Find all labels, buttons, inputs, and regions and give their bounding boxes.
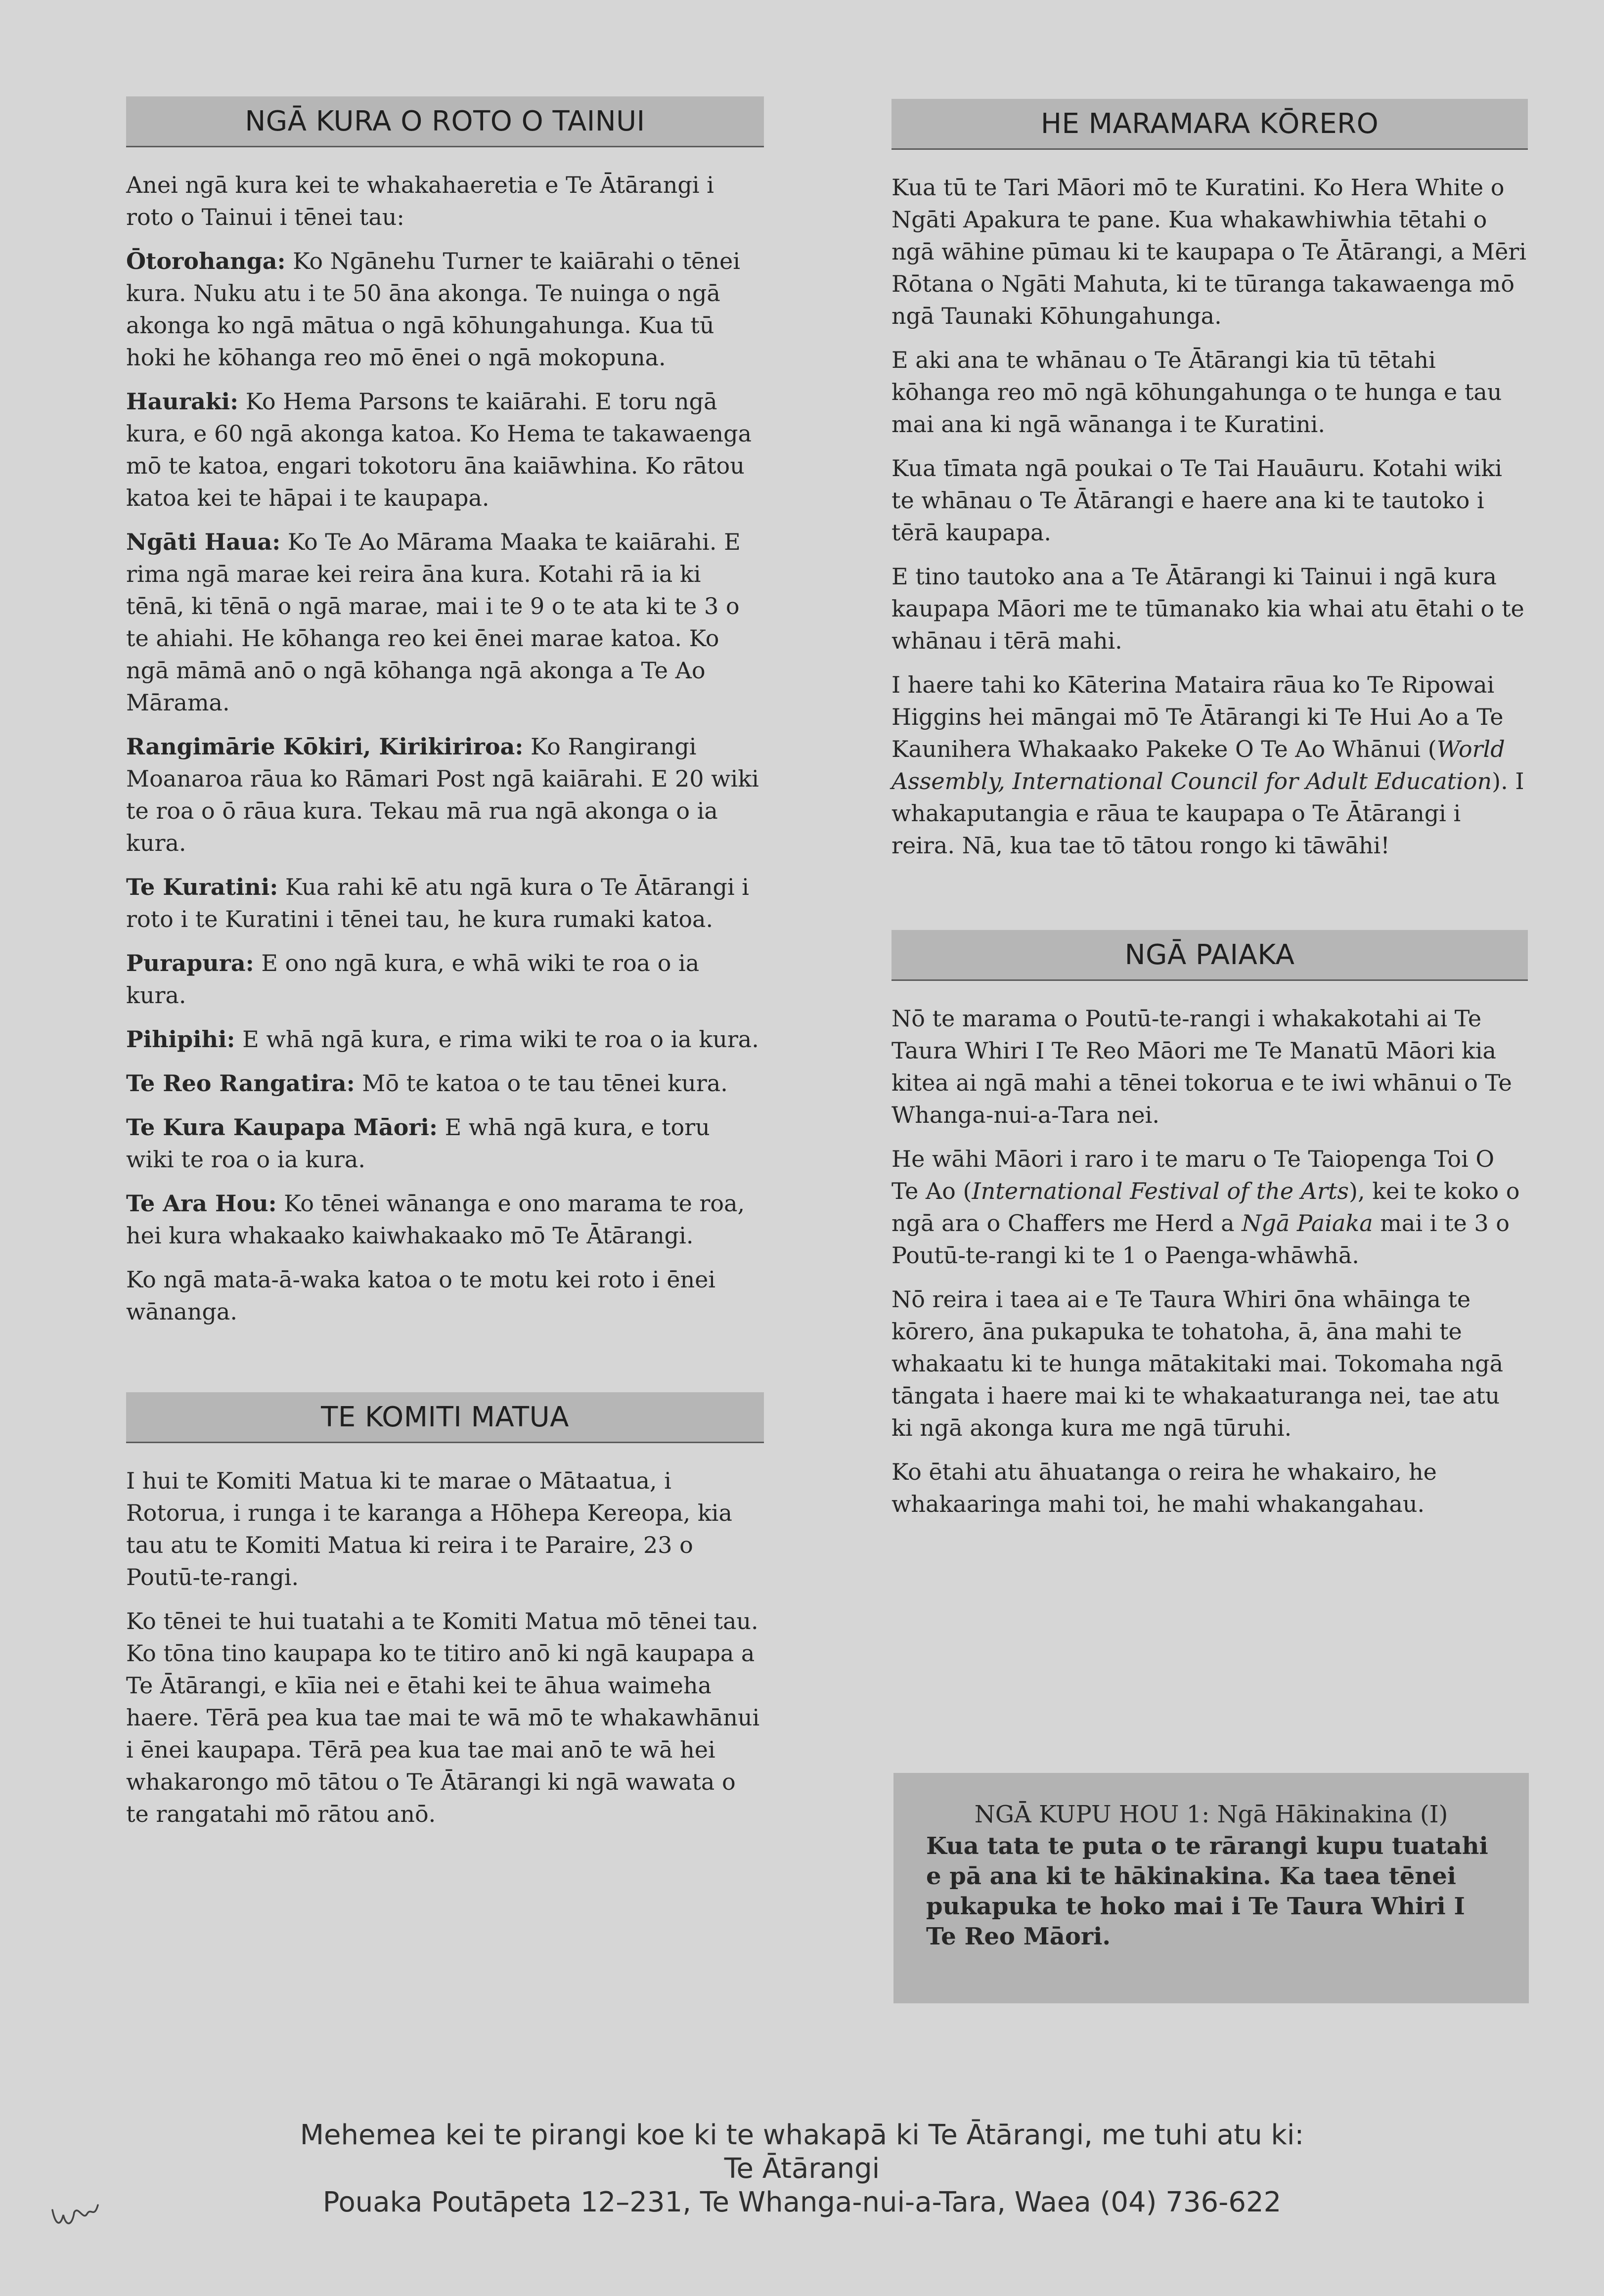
korero-p5-part-a: I haere tahi ko Kāterina Mataira rāua ko Te Ripowai Higgins hei māngai mō Te Ātārangi ki Te Hui Ao a Te Kaunihera Whakaako Pakeke O Te Ao Whānui ( <box>891 671 1504 762</box>
footer-line-2: Te Ātārangi <box>724 2153 880 2185</box>
school-description: Kua rahi kē atu ngā kura o Te Ātārangi i roto i te Kuratini i tēnei tau, he kura rumaki katoa. <box>126 874 749 932</box>
paiaka-paragraph-1: Nō te marama o Poutū-te-rangi i whakakotahi ai Te Taura Whiri I Te Reo Māori me Te Manatū Māori kia kitea ai ngā mahi a tēnei tokorua e te iwi whānui o Te Whanga-nui-a-Tara nei. <box>891 1005 1512 1128</box>
paiaka-paragraph-3: Nō reira i taea ai e Te Taura Whiri ōna whāinga te kōrero, āna pukapuka te tohatoha, ā, āna mahi te whakaatu ki te hunga mātakitaki mai. Tokomaha ngā tāngata i haere mai ki te whakaaturanga nei, tae atu ki ngā akonga kura me ngā tūruhi. <box>891 1286 1504 1441</box>
school-description: Ko Hema Parsons te kaiārahi. E toru ngā kura, e 60 ngā akonga katoa. Ko Hema te takawaenga mō te katoa, engari tokotoru āna kaiāwhina. Ko rātou katoa kei te hāpai i te kaupapa. <box>126 388 752 511</box>
school-name: Te Reo Rangatira: <box>126 1070 355 1097</box>
school-entry <box>126 1111 764 1176</box>
school-entry <box>126 1023 764 1056</box>
school-description: Ko Te Ao Mārama Maaka te kaiārahi. E rima ngā marae kei reira āna kura. Kotahi rā ia ki tēnā, ki tēnā o ngā marae, mai i te 9 o te ata ki te 3 o te ahiahi. He kōhanga reo kei ēnei marae katoa. Ko ngā māmā anō o ngā kōhanga ngā akonga a Te Ao Mārama. <box>126 529 741 716</box>
kupu-hou-body: Kua tata te puta o te rārangi kupu tuatahi e pā ana ki te hākinakina. Ka taea tēnei pukapuka te hoko mai i Te Taura Whiri I Te Reo Māori. <box>926 1832 1488 1950</box>
school-entry <box>126 386 764 514</box>
korero-paragraph-1: Kua tū te Tari Māori mō te Kuratini. Ko Hera White o Ngāti Apakura te pane. Kua whakawhiwhia tētahi o ngā wāhine pūmau ki te kaupapa o Te Ātārangi, a Mēri Rōtana o Ngāti Mahuta, ki te tūranga takawaenga mō ngā Taunaki Kōhungahunga. <box>891 174 1527 329</box>
komiti-paragraph-1: I hui te Komiti Matua ki te marae o Mātaatua, i Rotorua, i runga i te karanga a Hōhepa Kereopa, kia tau atu te Komiti Matua ki reira i te Paraire, 23 o Poutū-te-rangi. <box>126 1467 732 1590</box>
school-name: Rangimārie Kōkiri, Kirikiriroa: <box>126 733 524 760</box>
handwritten-mark-icon <box>48 2190 108 2235</box>
school-list <box>126 245 764 1252</box>
school-entry <box>126 245 764 374</box>
korero-paragraph-4: E tino tautoko ana a Te Ātārangi ki Tainui i ngā kura kaupapa Māori me te tūmanako kia whai atu ētahi o te whānau i tērā mahi. <box>891 563 1524 654</box>
school-description: E whā ngā kura, e rima wiki te roa o ia kura. <box>235 1026 759 1053</box>
paiaka-p2-italic-1: International Festival of the Arts <box>972 1178 1349 1204</box>
section-heading-paiaka: NGĀ PAIAKA <box>891 930 1528 981</box>
footer-line-1: Mehemea kei te pirangi koe ki te whakapā ki Te Ātārangi, me tuhi atu ki: <box>300 2119 1304 2151</box>
korero-paragraph-3: Kua tīmata ngā poukai o Te Tai Hauāuru. Kotahi wiki te whānau o Te Ātārangi e haere ana ki te tautoko i tērā kaupapa. <box>891 455 1502 546</box>
tainui-closing: Ko ngā mata-ā-waka katoa o te motu kei roto i ēnei wānanga. <box>126 1266 716 1325</box>
paiaka-p2-part-c: mai i te 3 o Poutū-te-rangi ki te 1 o Paenga-whāwhā. <box>891 1210 1510 1269</box>
paiaka-p2-italic-2: Ngā Paiaka <box>1242 1210 1373 1236</box>
komiti-paragraph-2: Ko tēnei te hui tuatahi a te Komiti Matua mō tēnei tau. Ko tōna tino kaupapa ko te titiro anō ki ngā kaupapa a Te Ātārangi, e kīia nei e ētahi kei te āhua waimeha haere. Tērā pea kua tae mai te wā mō te whakawhānui i ēnei kaupapa. Tērā pea kua tae mai anō te wā hei whakarongo mō tātou o Te Ātārangi ki ngā wawata o te rangatahi mō rātou anō. <box>126 1608 760 1827</box>
kupu-hou-title: NGĀ KUPU HOU 1: Ngā Hākinakina (I) <box>974 1801 1448 1828</box>
school-entry <box>126 1188 764 1252</box>
school-description: Ko tēnei wānanga e ono marama te roa, hei kura whakaako kaiwhakaako mō Te Ātārangi. <box>126 1190 745 1249</box>
school-name: Ngāti Haua: <box>126 529 281 555</box>
left-column <box>126 96 764 1842</box>
paiaka-p2-part-b: ), kei te koko o ngā ara o Chaffers me Herd a <box>891 1178 1520 1236</box>
school-name: Ōtorohanga: <box>126 248 286 274</box>
school-description: Ko Ngānehu Turner te kaiārahi o tēnei kura. Nuku atu i te 50 āna akonga. Te nuinga o ngā akonga ko ngā mātua o ngā kōhungahunga. Kua tū hoki he kōhanga reo mō ēnei o ngā mokopuna. <box>126 248 740 371</box>
korero-paragraph-2: E aki ana te whānau o Te Ātārangi kia tū tētahi kōhanga reo mō ngā kōhungahunga o te hunga e tau mai ana ki ngā wānanga i te Kuratini. <box>891 347 1502 438</box>
school-name: Te Kuratini: <box>126 874 278 900</box>
korero-paragraph-5 <box>891 669 1528 862</box>
school-name: Purapura: <box>126 950 254 976</box>
school-name: Te Ara Hou: <box>126 1190 277 1217</box>
korero-p5-part-b: ). I whakaputangia e rāua te kaupapa o Te Ātārangi i reira. Nā, kua tae tō tātou rongo ki tāwāhi! <box>891 768 1524 859</box>
school-entry <box>126 947 764 1012</box>
contact-footer <box>0 2119 1604 2219</box>
school-description: Mō te katoa o te tau tēnei kura. <box>355 1070 728 1097</box>
school-entry <box>126 871 764 935</box>
school-name: Pihipihi: <box>126 1026 235 1053</box>
section-heading-tainui: NGĀ KURA O ROTO O TAINUI <box>126 96 764 147</box>
school-description: Ko Rangirangi Moanaroa rāua ko Rāmari Post ngā kaiārahi. E 20 wiki te roa o ō rāua kura. Tekau mā rua ngā akonga o ia kura. <box>126 733 759 856</box>
school-entry <box>126 526 764 719</box>
right-column <box>891 99 1528 1532</box>
paiaka-paragraph-2 <box>891 1143 1528 1272</box>
school-entry <box>126 1067 764 1100</box>
section-heading-korero: HE MARAMARA KŌRERO <box>891 99 1528 150</box>
paiaka-p2-part-a: He wāhi Māori i raro i te maru o Te Taiopenga Toi O Te Ao ( <box>891 1146 1495 1204</box>
school-name: Hauraki: <box>126 388 239 415</box>
school-name: Te Kura Kaupapa Māori: <box>126 1114 438 1141</box>
kupu-hou-box <box>893 1773 1529 2003</box>
paiaka-paragraph-4: Ko ētahi atu āhuatanga o reira he whakairo, he whakaaringa mahi toi, he mahi whakangahau. <box>891 1458 1437 1517</box>
section-heading-komiti: TE KOMITI MATUA <box>126 1392 764 1443</box>
tainui-intro: Anei ngā kura kei te whakahaeretia e Te Ātārangi i roto o Tainui i tēnei tau: <box>126 172 714 230</box>
korero-p5-italic: World Assembly, International Council for Adult Education <box>891 736 1505 795</box>
school-entry <box>126 731 764 859</box>
school-description: E whā ngā kura, e toru wiki te roa o ia kura. <box>126 1114 710 1173</box>
footer-line-3: Pouaka Poutāpeta 12–231, Te Whanga-nui-a-Tara, Waea (04) 736-622 <box>322 2186 1282 2218</box>
school-description: E ono ngā kura, e whā wiki te roa o ia kura. <box>126 950 700 1009</box>
